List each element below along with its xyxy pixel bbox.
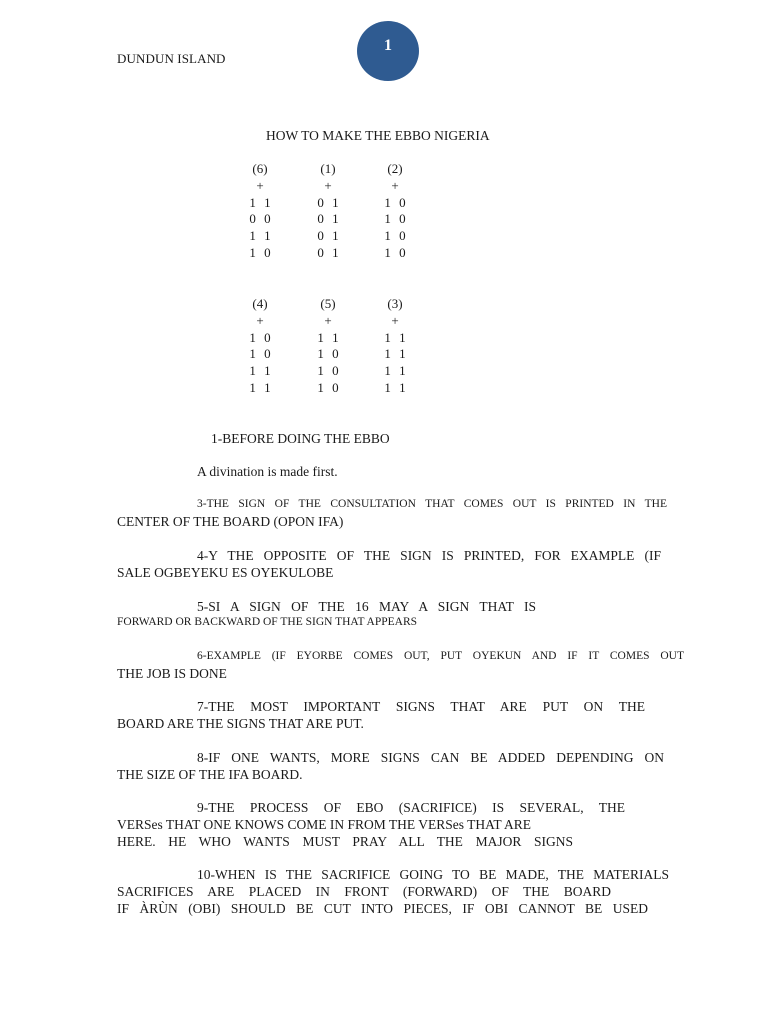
sign-row: 1 1 — [249, 194, 271, 210]
sign-row: 0 1 — [317, 228, 339, 244]
paragraph-7-line-2: BOARD ARE THE SIGNS THAT ARE PUT. — [117, 716, 364, 731]
header-left-text: DUNDUN ISLAND — [117, 51, 226, 66]
paragraph-3-line-2: CENTER OF THE BOARD (OPON IFA) — [117, 514, 344, 529]
sign-number: (1) — [320, 161, 336, 176]
sign-row: 1 0 — [317, 363, 339, 379]
paragraph-9-line-1: 9-THE PROCESS OF EBO (SACRIFICE) IS SEVERAL, THE — [197, 800, 625, 815]
sign-row: 1 0 — [249, 329, 271, 345]
sign-6 — [240, 161, 280, 262]
paragraph-9-line-3: HERE. HE WHO WANTS MUST PRAY ALL THE MAJOR SIGNS — [117, 834, 573, 849]
sign-row: 0 1 — [317, 194, 339, 210]
sign-row: 1 1 — [384, 379, 406, 395]
sign-row: 0 0 — [249, 211, 271, 227]
section-heading-1: 1-BEFORE DOING THE EBBO — [211, 431, 390, 446]
paragraph-5-line-1: 5-SI A SIGN OF THE 16 MAY A SIGN THAT IS — [197, 599, 536, 614]
paragraph-4-line-2: SALE OGBEYEKU ES OYEKULOBE — [117, 565, 334, 580]
sign-row: 1 0 — [317, 346, 339, 362]
sign-1 — [308, 161, 348, 262]
sign-row: 1 1 — [249, 379, 271, 395]
sign-4 — [240, 296, 280, 397]
sign-number: (3) — [387, 296, 403, 311]
sign-row: 1 0 — [384, 194, 406, 210]
sign-row: 1 0 — [384, 244, 406, 260]
sign-plus: + — [256, 177, 264, 193]
sign-number: (4) — [252, 296, 268, 311]
sign-plus: + — [324, 177, 332, 193]
sign-row: 0 1 — [317, 244, 339, 260]
paragraph-3-line-1: 3-THE SIGN OF THE CONSULTATION THAT COMES OUT IS PRINTED IN THE — [197, 498, 667, 510]
sign-row: 1 1 — [384, 363, 406, 379]
sign-2 — [375, 161, 415, 262]
sign-3 — [375, 296, 415, 397]
sign-plus: + — [324, 312, 332, 328]
paragraph-8-line-2: THE SIZE OF THE IFA BOARD. — [117, 767, 303, 782]
sign-row: 1 1 — [317, 329, 339, 345]
sign-row: 1 0 — [317, 379, 339, 395]
sign-5 — [308, 296, 348, 397]
paragraph-7-line-1: 7-THE MOST IMPORTANT SIGNS THAT ARE PUT ON THE — [197, 699, 645, 714]
sign-number: (2) — [387, 161, 403, 176]
page-number-badge: 1 — [357, 21, 419, 81]
sign-plus: + — [391, 177, 399, 193]
paragraph-6-line-1: 6-EXAMPLE (IF EYORBE COMES OUT, PUT OYEKUN AND IF IT COMES OUT — [197, 650, 684, 662]
sign-row: 1 0 — [384, 228, 406, 244]
sign-row: 1 0 — [249, 244, 271, 260]
sign-number: (6) — [252, 161, 268, 176]
paragraph-2: A divination is made first. — [197, 464, 338, 479]
paragraph-8-line-1: 8-IF ONE WANTS, MORE SIGNS CAN BE ADDED DEPENDING ON — [197, 750, 664, 765]
paragraph-10-line-1: 10-WHEN IS THE SACRIFICE GOING TO BE MADE, THE MATERIALS — [197, 867, 669, 882]
paragraph-10-line-3: IF ÀRÙN (OBI) SHOULD BE CUT INTO PIECES, IF OBI CANNOT BE USED — [117, 901, 648, 916]
document-title: HOW TO MAKE THE EBBO NIGERIA — [266, 128, 490, 143]
sign-row: 1 0 — [384, 211, 406, 227]
sign-row: 1 1 — [249, 363, 271, 379]
paragraph-6-line-2: THE JOB IS DONE — [117, 666, 227, 681]
sign-number: (5) — [320, 296, 336, 311]
paragraph-5-line-2: FORWARD OR BACKWARD OF THE SIGN THAT APPEARS — [117, 616, 418, 628]
paragraph-9-line-2: VERSes THAT ONE KNOWS COME IN FROM THE VERSes THAT ARE — [117, 817, 532, 832]
sign-row: 1 1 — [384, 329, 406, 345]
sign-row: 0 1 — [317, 211, 339, 227]
paragraph-10-line-2: SACRIFICES ARE PLACED IN FRONT (FORWARD) OF THE BOARD — [117, 884, 611, 899]
sign-plus: + — [256, 312, 264, 328]
sign-row: 1 0 — [249, 346, 271, 362]
sign-row: 1 1 — [384, 346, 406, 362]
sign-plus: + — [391, 312, 399, 328]
paragraph-4-line-1: 4-Y THE OPPOSITE OF THE SIGN IS PRINTED, FOR EXAMPLE (IF — [197, 548, 661, 563]
sign-row: 1 1 — [249, 228, 271, 244]
